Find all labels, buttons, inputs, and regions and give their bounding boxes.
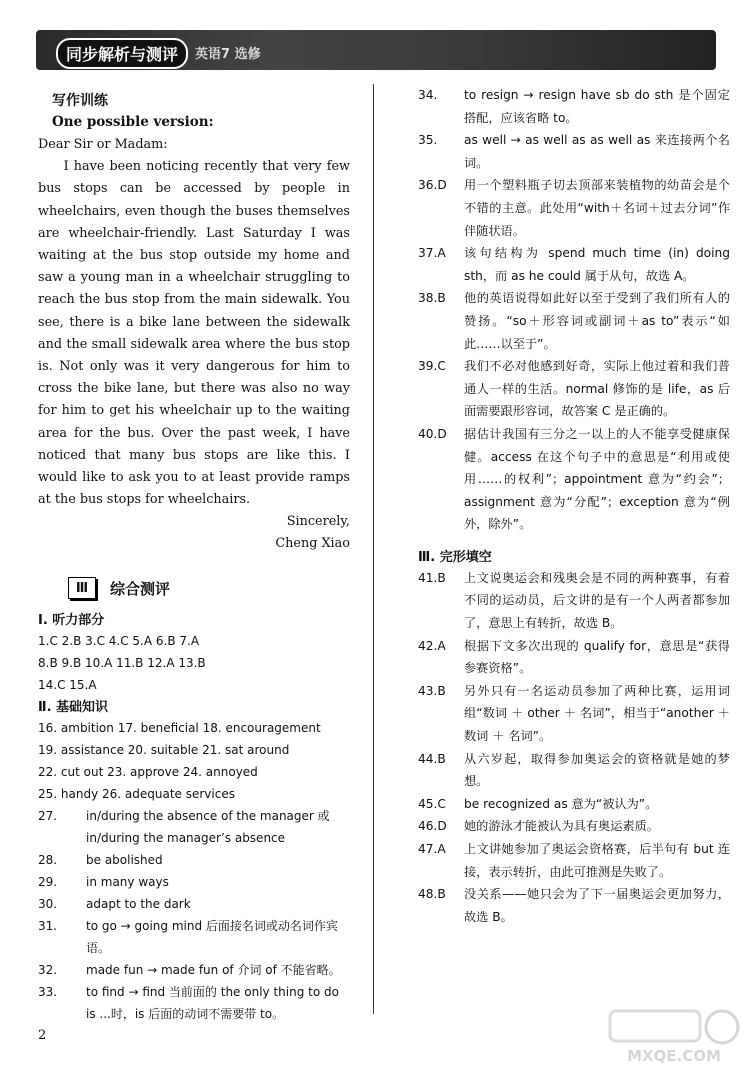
answer-item: 39.C 我们不必对他感到好奇，实际上他过着和我们普通人一样的生活。normal 修饰的是 life，as 后面需要跟形容词，故答案 C 是正确的。: [418, 359, 730, 419]
answer-item: 36.D 用一个塑料瓶子切去顶部来装植物的幼苗会是个不错的主意。此处用“with＋名词＋过去分词”作伴随状语。: [418, 178, 730, 238]
letter-body: I have been noticing recently that very few bus stops can be accessed by people in wheelchairs, even though the buses themselves are wheelchair-friendly. Last Saturday I was waiting at the bus stop outside my home and saw a young man in a wheelchair struggling to reach the bus stop from the main sidewalk. You see, there is a bike lane between the sidewalk and the small sidewalk area where the bus stop is. Not only was it very dangerous for him to cross the bike lane, but there was also no way for him to get his wheelchair up to the waiting area for the bus. Over the past week, I have noticed that many bus stops are like this. I would like to ask you to at least provide ramps at the bus stops for wheelchairs.: [38, 159, 350, 508]
answer-item: 35. as well → as well as as well as 来连接两个名词。: [418, 133, 730, 170]
writing-title: 写作训练: [52, 93, 108, 109]
answer-item: 32. made fun → made fun of 介词 of 不能省略。: [38, 963, 341, 978]
version-label: One possible version:: [52, 114, 214, 130]
watermark-logo: [604, 1005, 744, 1067]
answer-item: 27. in/during the absence of the manager 或 in/during the manager’s absence: [38, 809, 330, 846]
basic-title: Ⅱ. 基础知识: [38, 700, 109, 716]
letter-signature: Cheng Xiao: [275, 536, 350, 552]
cloze-item: 44.B 从六岁起，取得参加奥运会的资格就是她的梦想。: [418, 751, 730, 789]
cloze-item: 45.C be recognized as 意为“被认为”。: [418, 796, 658, 811]
listening-line: 14.C 15.A: [38, 678, 97, 693]
cloze-item: 46.D 她的游泳才能被认为具有奥运素质。: [418, 819, 659, 834]
listening-line: 8.B 9.B 10.A 11.B 12.A 13.B: [38, 656, 206, 671]
left-column: [38, 84, 350, 1025]
book-title: 同步解析与测评: [56, 38, 188, 69]
right-column: [418, 84, 730, 928]
answer-item: 38.B 他的英语说得如此好以至于受到了我们所有人的赞扬。“so＋形容词或副词＋as to”表示“如此……以至于”。: [418, 291, 730, 351]
answer-item: 34. to resign → resign have sb do sth 是个固定搭配，应该省略 to。: [418, 88, 730, 125]
section-header: [38, 577, 350, 599]
answer-item: 33. to find → find 当前面的 the only thing to do is ...时，is 后面的动词不需要带 to。: [38, 985, 339, 1022]
cloze-item: 48.B 没关系——她只会为了下一届奥运会更加努力，故选 B。: [418, 887, 730, 924]
listening-line: 1.C 2.B 3.C 4.C 5.A 6.B 7.A: [38, 634, 200, 649]
answer-item: 28. be abolished: [38, 853, 163, 868]
answer-item: 40.D 据估计我国有三分之一以上的人不能享受健康保健。access 在这个句子中的意思是“利用或使用……的权利”；appointment 意为“约会”；assignment 意为“分配”；exception 意为“例外，除外”。: [418, 426, 730, 532]
book-subtitle: 英语7 选修: [195, 47, 261, 62]
letter-greeting: Dear Sir or Madam:: [38, 137, 168, 152]
answer-item: 30. adapt to the dark: [38, 897, 191, 912]
page-number: 2: [38, 1028, 47, 1043]
cloze-item: 47.A 上文讲她参加了奥运会资格赛，后半句有 but 连接，表示转折，由此可推测是失败了。: [418, 842, 730, 879]
column-divider: [373, 84, 374, 1014]
section-title: 综合测评: [110, 579, 171, 598]
basic-line: 16. ambition 17. beneficial 18. encouragement: [38, 721, 321, 736]
answer-item: 29. in many ways: [38, 875, 169, 890]
watermark-text: MXQE.COM: [627, 1047, 721, 1065]
answer-item: 37.A 该句结构为 spend much time (in) doing sth，而 as he could 属于从句，故选 A。: [418, 246, 730, 283]
answer-item: 31. to go → going mind 后面接名词或动名词作宾语。: [38, 919, 338, 956]
page-header: [0, 0, 750, 84]
cloze-item: 41.B 上文说奥运会和残奥会是不同的两种赛事，有着不同的运动员，后文讲的是有一个人两者都参加了，意思上有转折，故选 B。: [418, 570, 730, 631]
cloze-item: 42.A 根据下文多次出现的 qualify for，意思是“获得参赛资格”。: [418, 638, 730, 676]
listening-title: Ⅰ. 听力部分: [38, 613, 105, 629]
section-badge: Ⅲ: [68, 577, 96, 599]
cloze-item: 43.B 另外只有一名运动员参加了两种比赛，运用词组“数词 ＋ other ＋ 名词”，相当于“another ＋ 数词 ＋ 名词”。: [418, 683, 730, 744]
basic-line: 25. handy 26. adequate services: [38, 787, 235, 802]
basic-line: 19. assistance 20. suitable 21. sat around: [38, 743, 290, 758]
letter-closing: Sincerely,: [286, 514, 350, 530]
basic-line: 22. cut out 23. approve 24. annoyed: [38, 765, 258, 780]
cloze-title: Ⅲ. 完形填空: [418, 549, 492, 565]
